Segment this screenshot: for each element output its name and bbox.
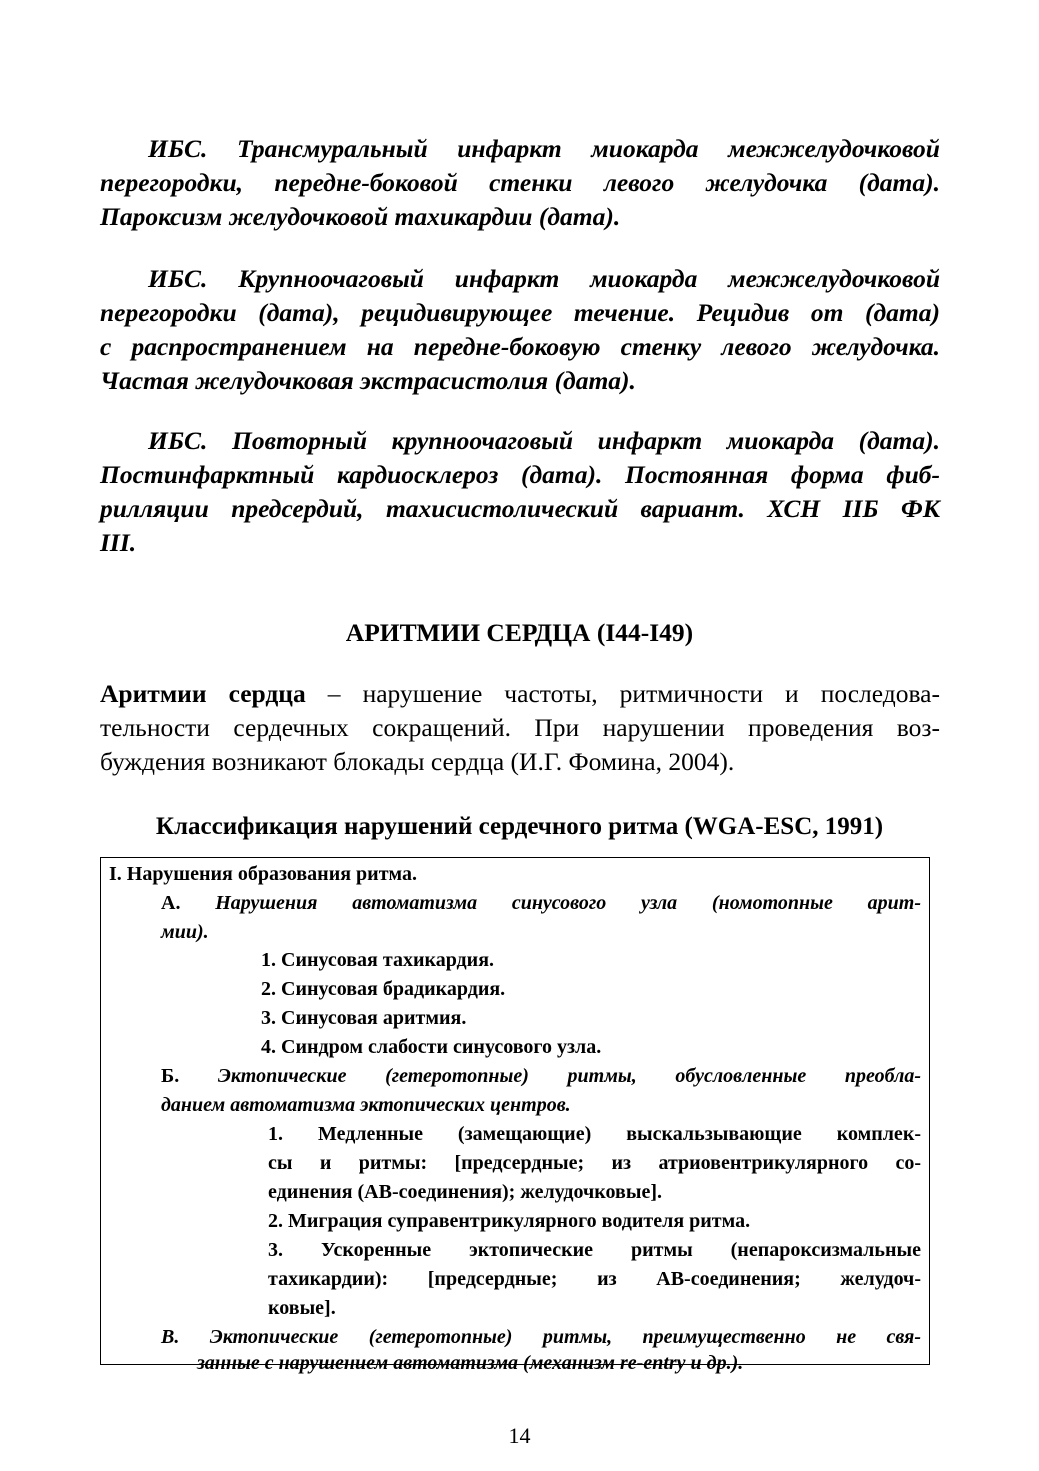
- list-item: 1. Медленные (замещающие) выскальзывающие комплек-: [268, 1123, 921, 1145]
- diagnosis-line: Постинфарктный кардиосклероз (дата). Постоянная форма фиб-: [100, 460, 940, 489]
- definition-line: [100, 677, 940, 711]
- diagnosis-line: рилляции предсердий, тахисистолический вариант. ХСН IIБ ФК: [100, 494, 940, 523]
- list-item: 2. Синусовая брадикардия.: [261, 978, 506, 1000]
- diagnosis-example-1: [100, 132, 940, 234]
- classification-table: [100, 857, 930, 1374]
- diagnosis-line: Частая желудочковая экстрасистолия (дата).: [100, 366, 636, 395]
- group-A-prefix: А.: [161, 892, 181, 914]
- diagnosis-line: III.: [100, 528, 137, 557]
- diagnosis-line: с распространением на передне-боковую стенку левого желудочка.: [100, 332, 940, 361]
- list-item: 1. Синусовая тахикардия.: [261, 949, 495, 971]
- diagnosis-line: ИБС. Трансмуральный инфаркт миокарда межжелудочковой: [148, 134, 940, 163]
- group-V-title-cont: занные с нарушением автоматизма (механизм re-entry и др.).: [197, 1352, 744, 1374]
- classification-heading: Классификация нарушений сердечного ритма (WGA-ESC, 1991): [155, 813, 884, 840]
- group-V-title: В. Эктопические (гетеротопные) ритмы, преимущественно не свя-: [161, 1326, 921, 1348]
- group-B-title: [161, 1062, 921, 1091]
- diagnosis-line: перегородки (дата), рецидивирующее течение. Рецидив от (дата): [100, 298, 940, 327]
- definition-term: Аритмии сердца: [100, 679, 306, 708]
- list-item: 3. Синусовая аритмия.: [261, 1007, 467, 1029]
- list-item: 2. Миграция суправентрикулярного водителя ритма.: [268, 1210, 751, 1232]
- group-I-title: I. Нарушения образования ритма.: [109, 863, 417, 885]
- definition-line: тельности сердечных сокращений. При нарушении проведения воз-: [100, 713, 940, 742]
- group-B-title-cont: данием автоматизма эктопических центров.: [161, 1094, 571, 1116]
- diagnosis-line: ИБС. Крупноочаговый инфаркт миокарда межжелудочковой: [148, 264, 940, 293]
- diagnosis-line: перегородки, передне-боковой стенки левого желудочка (дата).: [100, 168, 940, 197]
- list-item: 3. Ускоренные эктопические ритмы (непароксизмальные: [268, 1239, 921, 1261]
- definition-line: буждения возникают блокады сердца (И.Г. Фомина, 2004).: [100, 747, 735, 776]
- diagnosis-example-3: [100, 424, 940, 560]
- list-item: 4. Синдром слабости синусового узла.: [261, 1036, 602, 1058]
- section-heading: АРИТМИИ СЕРДЦА (I44-I49): [345, 618, 694, 647]
- group-A-text: Нарушения автоматизма синусового узла (номотопные арит-: [215, 892, 921, 914]
- list-item-cont: единения (АВ-соединения); желудочковые].: [268, 1181, 663, 1203]
- diagnosis-line: ИБС. Повторный крупноочаговый инфаркт миокарда (дата).: [148, 426, 940, 455]
- definition-text: – нарушение частоты, ритмичности и последова-: [305, 679, 940, 708]
- group-A-title: [161, 889, 921, 918]
- group-B-text: Эктопические (гетеротопные) ритмы, обусловленные преобла-: [217, 1065, 921, 1087]
- definition-paragraph: [100, 677, 940, 779]
- list-item-cont: ковые].: [268, 1297, 336, 1319]
- list-item-cont: сы и ритмы: [предсердные; из атриовентрикулярного со-: [268, 1152, 921, 1174]
- list-item-cont: тахикардии): [предсердные; из АВ-соединения; желудоч-: [268, 1268, 921, 1290]
- group-A-title-cont: мии).: [161, 921, 209, 943]
- diagnosis-example-2: [100, 262, 940, 398]
- page-number: 14: [508, 1423, 531, 1448]
- diagnosis-line: Пароксизм желудочковой тахикардии (дата).: [100, 202, 621, 231]
- group-B-prefix: Б.: [161, 1065, 180, 1087]
